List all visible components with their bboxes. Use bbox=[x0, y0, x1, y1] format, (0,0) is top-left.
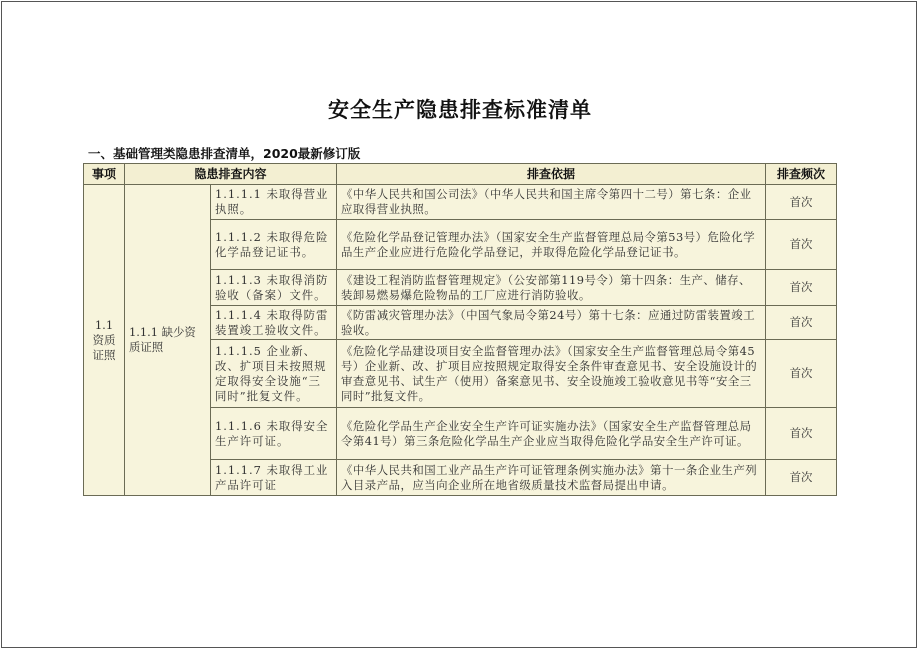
frequency-text: 首次 bbox=[766, 340, 837, 408]
hazard-item: 1.1.1.1 未取得营业执照。 bbox=[211, 185, 337, 220]
hazard-item: 1.1.1.7 未取得工业产品许可证 bbox=[211, 460, 337, 496]
page-title: 安全生产隐患排查标准清单 bbox=[328, 98, 592, 122]
hazard-item: 1.1.1.3 未取得消防验收（备案）文件。 bbox=[211, 270, 337, 306]
frequency-text: 首次 bbox=[766, 270, 837, 306]
frequency-text: 首次 bbox=[766, 460, 837, 496]
hazard-item: 1.1.1.4 未取得防雷装置竣工验收文件。 bbox=[211, 306, 337, 340]
category-cell: 1.1 资质证照 bbox=[84, 185, 125, 496]
basis-text: 《危险化学品登记管理办法》（国家安全生产监督管理总局令第53号）危险化学品生产企业应进行危险化学品登记，并取得危险化学品登记证书。 bbox=[337, 220, 766, 270]
header-content: 隐患排查内容 bbox=[125, 164, 337, 185]
basis-text: 《中华人民共和国工业产品生产许可证管理条例实施办法》第十一条企业生产列入目录产品，应当向企业所在地省级质量技术监督局提出申请。 bbox=[337, 460, 766, 496]
basis-text: 《危险化学品建设项目安全监督管理办法》（国家安全生产监督管理总局令第45号）企业新、改、扩项目应按照规定取得安全条件审查意见书、安全设施设计的审查意见书、试生产（使用）备案意见书、安全设施竣工验收意见书等“安全三同时”批复文件。 bbox=[337, 340, 766, 408]
section-heading: 一、基础管理类隐患排查清单，2020最新修订版 bbox=[88, 146, 361, 161]
subcategory-cell: 1.1.1 缺少资质证照 bbox=[125, 185, 211, 496]
hazard-checklist-table bbox=[83, 163, 837, 496]
basis-text: 《建设工程消防监督管理规定》（公安部第119号令）第十四条：生产、储存、装卸易燃易爆危险物品的工厂应进行消防验收。 bbox=[337, 270, 766, 306]
hazard-item: 1.1.1.2 未取得危险化学品登记证书。 bbox=[211, 220, 337, 270]
table-row bbox=[84, 185, 837, 220]
frequency-text: 首次 bbox=[766, 185, 837, 220]
header-item: 事项 bbox=[84, 164, 125, 185]
hazard-item: 1.1.1.6 未取得安全生产许可证。 bbox=[211, 408, 337, 460]
frequency-text: 首次 bbox=[766, 408, 837, 460]
frequency-text: 首次 bbox=[766, 220, 837, 270]
frequency-text: 首次 bbox=[766, 306, 837, 340]
header-basis: 排查依据 bbox=[337, 164, 766, 185]
basis-text: 《危险化学品生产企业安全生产许可证实施办法》（国家安全生产监督管理总局令第41号）第三条危险化学品生产企业应当取得危险化学品安全生产许可证。 bbox=[337, 408, 766, 460]
basis-text: 《中华人民共和国公司法》（中华人民共和国主席令第四十二号）第七条：企业应取得营业执照。 bbox=[337, 185, 766, 220]
hazard-item: 1.1.1.5 企业新、改、扩项目未按照规定取得安全设施“三同时”批复文件。 bbox=[211, 340, 337, 408]
basis-text: 《防雷减灾管理办法》（中国气象局令第24号）第十七条：应通过防雷装置竣工验收。 bbox=[337, 306, 766, 340]
table-header-row bbox=[84, 164, 837, 185]
header-frequency: 排查频次 bbox=[766, 164, 837, 185]
